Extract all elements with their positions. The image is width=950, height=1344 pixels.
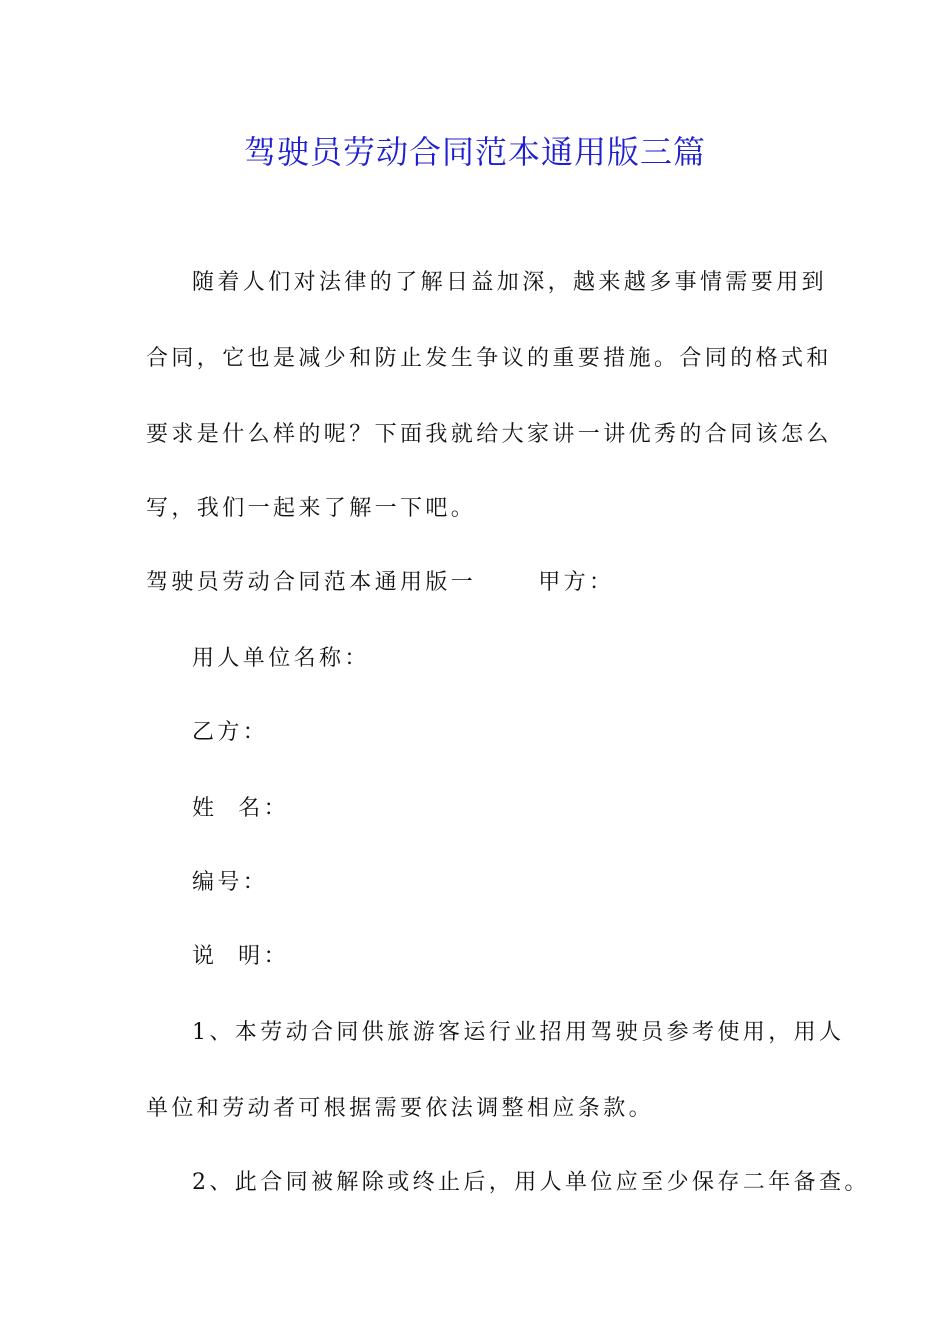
number-label: 编号： [192,870,269,895]
page-title: 驾驶员劳动合同范本通用版三篇 [243,133,706,171]
intro-line-2: 合同，它也是减少和防止发生争议的重要措施。合同的格式和 [146,346,832,371]
intro-line-3: 要求是什么样的呢？下面我就给大家讲一讲优秀的合同该怎么 [146,422,832,447]
notes-label: 说 明： [192,944,289,969]
party-b-label: 乙方： [192,720,269,745]
section-heading: 驾驶员劳动合同范本通用版一 [146,570,477,595]
party-a-label: 甲方： [538,570,615,595]
note-1-line-2: 单位和劳动者可根据需要依法调整相应条款。 [146,1096,655,1121]
intro-line-1: 随着人们对法律的了解日益加深，越来越多事情需要用到 [192,270,828,295]
name-label: 姓 名： [192,796,289,821]
note-1-line-1: 1、本劳动合同供旅游客运行业招用驾驶员参考使用，用人 [192,1020,845,1045]
note-2: 2、此合同被解除或终止后，用人单位应至少保存二年备查。 [192,1170,870,1195]
section-heading-row [146,568,614,598]
employer-name-label: 用人单位名称： [192,646,370,671]
intro-line-4: 写，我们一起来了解一下吧。 [146,496,477,521]
